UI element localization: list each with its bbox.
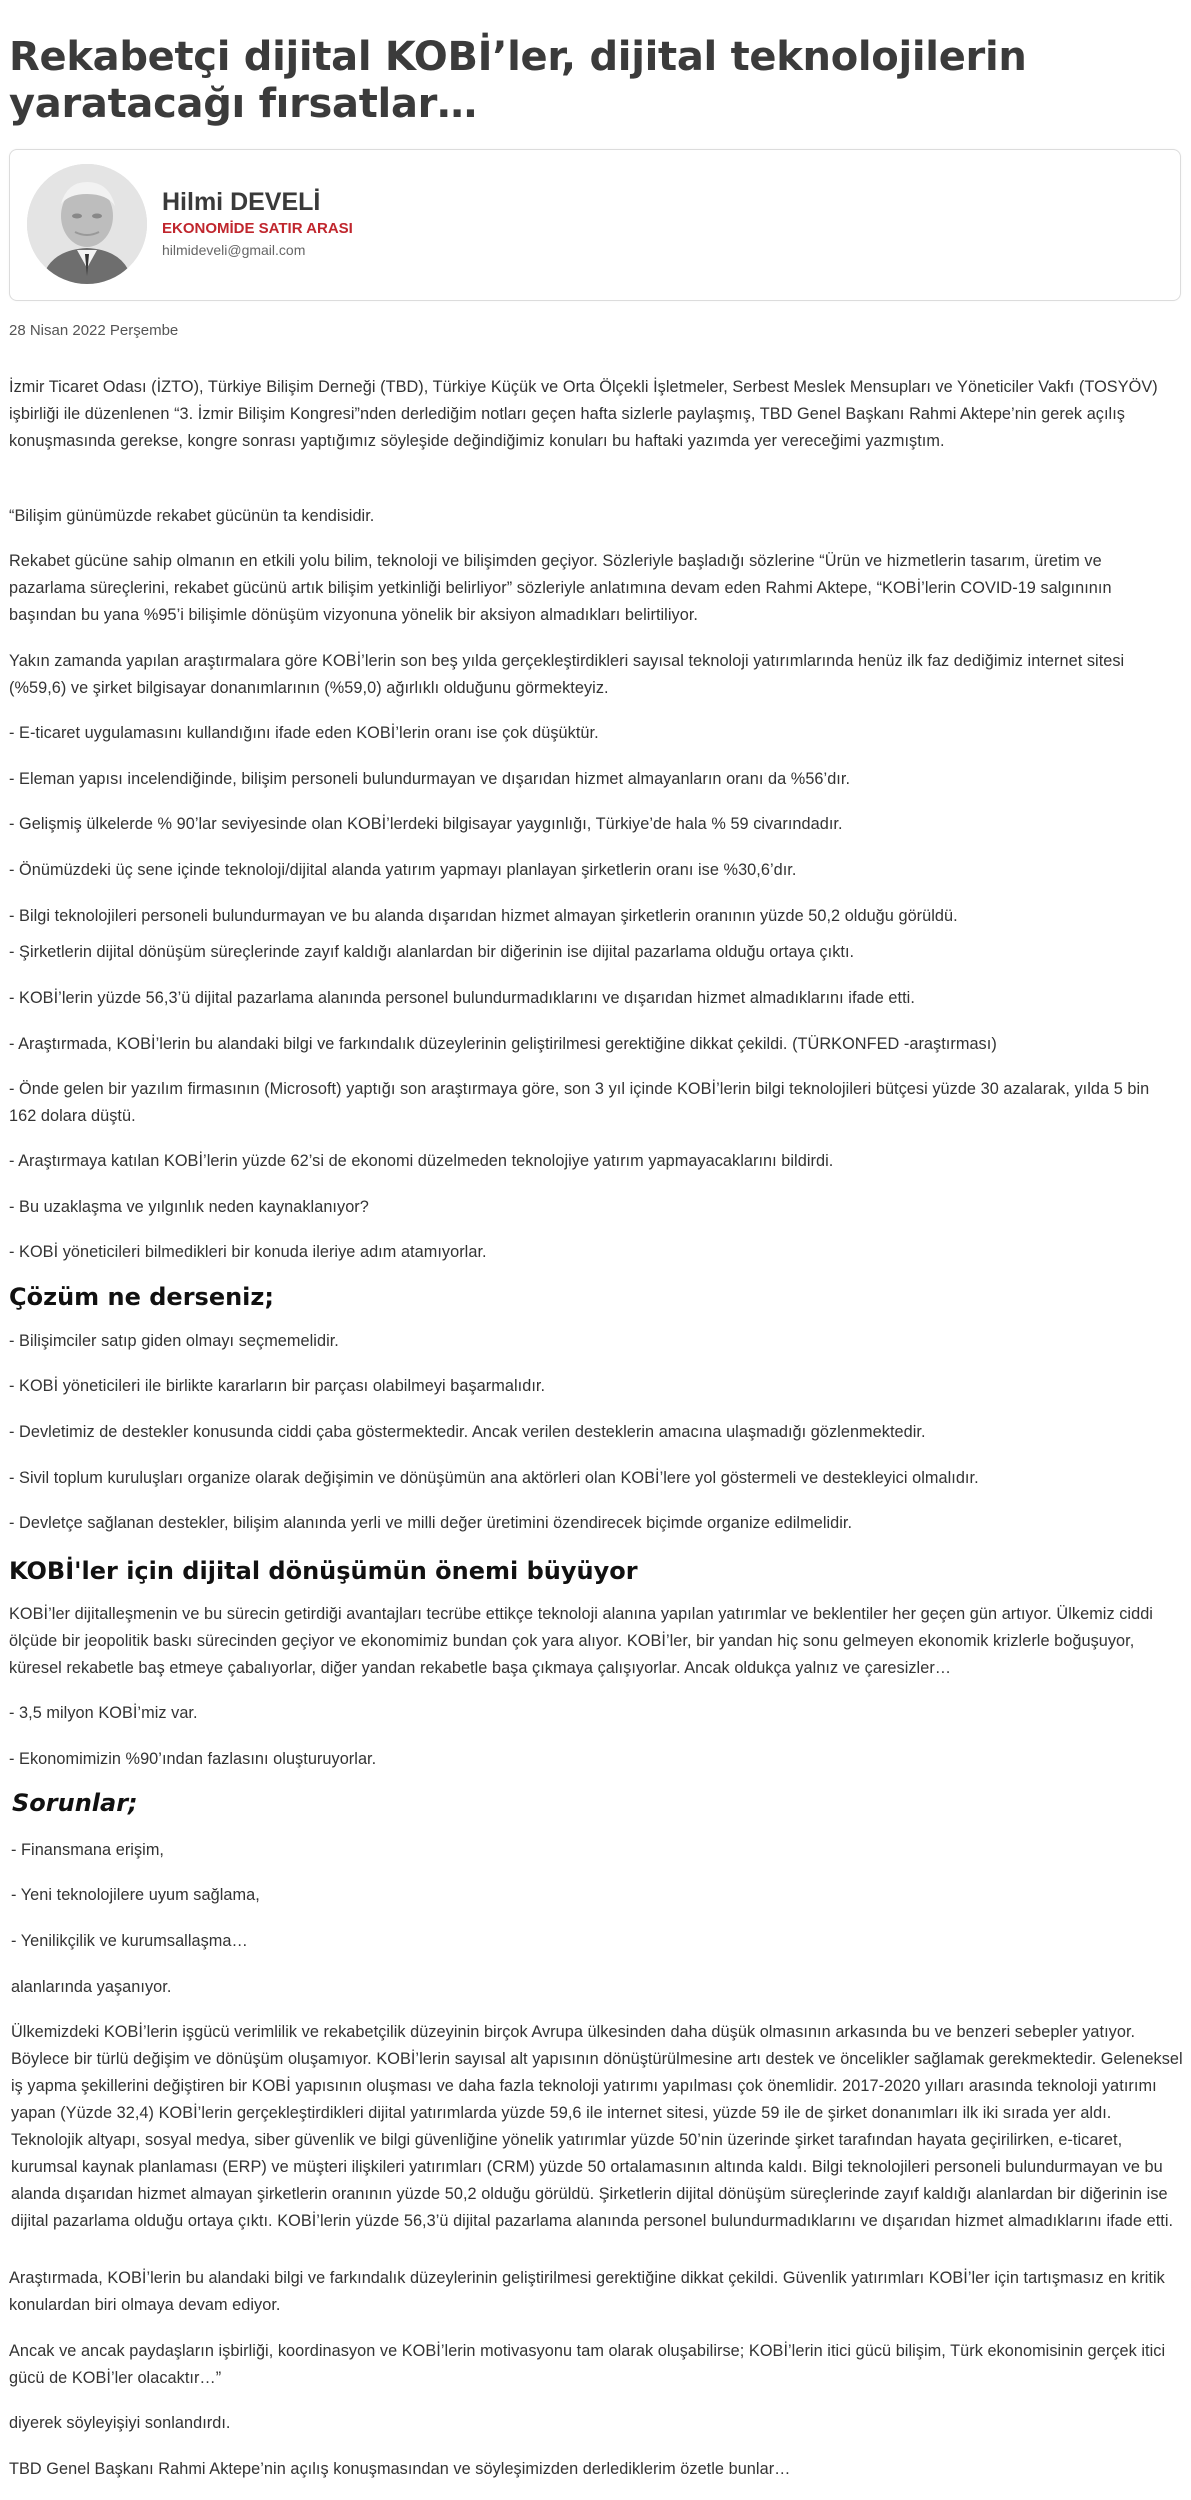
author-card <box>9 149 1181 301</box>
author-email[interactable]: hilmideveli@gmail.com <box>162 242 306 258</box>
author-column-name[interactable]: EKONOMİDE SATIR ARASI <box>162 220 353 237</box>
paragraph: Yakın zamanda yapılan araştırmalara göre KOBİ’lerin son beş yılda gerçekleştirdikleri sayısal teknoloji yatırımlarında henüz ilk faz dediğimiz internet sitesi (%59,6) ve şirket bilgisayar donanımlarının (%59,0) ağırlıklı olduğunu görmekteyiz. <box>9 652 1125 697</box>
paragraph: KOBİ’ler dijitalleşmenin ve bu sürecin getirdiği avantajları tecrübe ettikçe teknoloji alanına yapılan yatırımlar ve beklentiler her geçen gün artıyor. Ülkemiz ciddi ölçüde bir jeopolitik baskı sürecinden geçiyor ve ekonomimiz bundan çok yara alıyor. KOBİ’ler, bir yandan hiç sonu gelmeyen ekonomik krizlerle boğuşuyor, küresel rekabetle baş etmeye çabalıyorlar, diğer yandan rekabetle başa çıkmaya çalışıyorlar. Ancak oldukça yalnız ve çaresizler… <box>9 1605 1153 1677</box>
list-item: - KOBİ yöneticileri ile birlikte kararların bir parçası olabilmeyi başarmalıdır. <box>9 1377 546 1395</box>
list-item: - Finansmana erişim, <box>11 1841 165 1859</box>
paragraph: diyerek söyleyişiyi sonlandırdı. <box>9 2414 231 2432</box>
list-item: - Devletimiz de destekler konusunda ciddi çaba göstermektedir. Ancak verilen desteklerin amacına ulaşmadığı gözlenmektedir. <box>9 1423 926 1441</box>
list-item: - 3,5 milyon KOBİ’miz var. <box>9 1704 198 1722</box>
article-title: Rekabetçi dijital KOBİ’ler, dijital teknolojilerin yaratacağı fırsatlar… <box>9 34 1027 127</box>
list-item: - Önde gelen bir yazılım firmasının (Microsoft) yaptığı son araştırmaya göre, son 3 yıl içinde KOBİ’lerin bilgi teknolojileri bütçesi yüzde 30 azalarak, yılda 5 bin 162 dolara düştü. <box>9 1080 1150 1125</box>
list-item: - Yenilikçilik ve kurumsallaşma… <box>11 1932 248 1950</box>
list-item: - Önümüzdeki üç sene içinde teknoloji/dijital alanda yatırım yapmayı planlayan şirketlerin oranı ise %30,6’dır. <box>9 861 797 879</box>
list-item: - Eleman yapısı incelendiğinde, bilişim personeli bulundurmayan ve dışarıdan hizmet almayanların oranı da %56’dır. <box>9 770 851 788</box>
paragraph: Araştırmada, KOBİ’lerin bu alandaki bilgi ve farkındalık düzeylerinin geliştirilmesi gerektiğine dikkat çekildi. Güvenlik yatırımları KOBİ’ler için tartışmasız en kritik konulardan biri olmaya devam ediyor. <box>9 2269 1165 2314</box>
list-item: - KOBİ yöneticileri bilmedikleri bir konuda ileriye adım atamıyorlar. <box>9 1243 487 1261</box>
list-item: - Ekonomimizin %90’ından fazlasını oluşturuyorlar. <box>9 1750 377 1768</box>
paragraph: İzmir Ticaret Odası (İZTO), Türkiye Bilişim Derneği (TBD), Türkiye Küçük ve Orta Ölçekli İşletmeler, Serbest Meslek Mensupları ve Yöneticiler Vakfı (TOSYÖV) işbirliği ile düzenlenen “3. İzmir Bilişim Kongresi”nden derlediğim notları geçen hafta sizlerle paylaşmış, TBD Genel Başkanı Rahmi Aktepe’nin gerek açılış konuşmasında gerekse, kongre sonrası yaptığımız söyleşide değindiğimiz konuları bu haftaki yazımda yer vereceğimi yazmıştım. <box>9 378 1158 450</box>
list-item: - Gelişmiş ülkelerde % 90’lar seviyesinde olan KOBİ’lerdeki bilgisayar yaygınlığı, Türkiye’de hala % 59 civarındadır. <box>9 815 843 833</box>
list-item: - Devletçe sağlanan destekler, bilişim alanında yerli ve milli değer üretimini özendirecek biçimde organize edilmelidir. <box>9 1514 853 1532</box>
list-item: - KOBİ’lerin yüzde 56,3’ü dijital pazarlama alanında personel bulundurmadıklarını ve dışarıdan hizmet almadıklarını ifade etti. <box>9 989 915 1007</box>
paragraph: Ülkemizdeki KOBİ’lerin işgücü verimlilik ve rekabetçilik düzeyinin birçok Avrupa ülkesinden daha düşük olmasının arkasında bu ve benzeri sebepler yatıyor. Böylece bir türlü değişim ve dönüşüm oluşamıyor. KOBİ’lerin sayısal alt yapısının dönüştürülmesine artı destek ve öncelikler sağlamak gerekmektedir. Geleneksel iş yapma şekillerini değiştiren bir KOBİ yapısının oluşması ve daha fazla teknoloji yatırımı yapılması çok önemlidir. 2017-2020 yılları arasında teknoloji yatırımı yapan (Yüzde 32,4) KOBİ’lerin gerçekleştirdikleri dijital yatırımlarda yüzde 59,6 ile internet sitesi, yüzde 59 ile de şirket donanımları ilk iki sırada yer aldı. Teknolojik altyapı, sosyal medya, siber güvenlik ve bilgi güvenliğine yönelik yatırımlar yüzde 50’nin üzerinde şirket tarafından hayata geçirilirken, e-ticaret, kurumsal kaynak planlaması (ERP) ve müşteri ilişkileri yatırımları (CRM) yüzde 50 ortalamasının altında kaldı. Bilgi teknolojileri personeli bulundurmayan ve bu alanda dışarıdan hizmet almayan şirketlerin oranının yüzde 50,2 olduğu görüldü. Şirketlerin dijital dönüşüm süreçlerinde zayıf kaldığı alanlardan bir diğerinin ise dijital pazarlama olduğu ortaya çıktı. KOBİ’lerin yüzde 56,3’ü dijital pazarlama alanında personel bulundurmadıklarını ve dışarıdan hizmet almadıklarını ifade etti. <box>11 2023 1183 2230</box>
section-heading-problems: Sorunlar; <box>12 1789 138 1817</box>
paragraph: TBD Genel Başkanı Rahmi Aktepe’nin açılış konuşmasından ve söyleşimizden derlediklerim özetle bunlar… <box>9 2460 791 2478</box>
list-item: - Şirketlerin dijital dönüşüm süreçlerinde zayıf kaldığı alanlardan bir diğerinin ise dijital pazarlama olduğu ortaya çıktı. <box>9 943 855 961</box>
list-item: - Araştırmaya katılan KOBİ’lerin yüzde 62’si de ekonomi düzelmeden teknolojiye yatırım yapmayacaklarını bildirdi. <box>9 1152 834 1170</box>
section-heading-solution: Çözüm ne derseniz; <box>9 1283 274 1311</box>
list-item: - E-ticaret uygulamasını kullandığını ifade eden KOBİ’lerin oranı ise çok düşüktür. <box>9 724 599 742</box>
list-item: - Bu uzaklaşma ve yılgınlık neden kaynaklanıyor? <box>9 1198 369 1216</box>
list-item: - Bilişimciler satıp giden olmayı seçmemelidir. <box>9 1332 339 1350</box>
article-date: 28 Nisan 2022 Perşembe <box>9 322 179 339</box>
author-name[interactable]: Hilmi DEVELİ <box>162 188 321 216</box>
paragraph: Rekabet gücüne sahip olmanın en etkili yolu bilim, teknoloji ve bilişimden geçiyor. Sözleriyle başladığı sözlerine “Ürün ve hizmetlerin tasarım, üretim ve pazarlama süreçlerini, rekabet gücünü artık bilişim yetkinliği belirliyor” sözleriyle anlatımına devam eden Rahmi Aktepe, “KOBİ’lerin COVID-19 salgınının başından bu yana %95’i bilişimle dönüşüm vizyonuna yönelik bir aksiyon almadıkları belirtiliyor. <box>9 552 1112 624</box>
list-item: - Yeni teknolojilere uyum sağlama, <box>11 1886 260 1904</box>
author-avatar[interactable] <box>27 164 147 284</box>
paragraph: “Bilişim günümüzde rekabet gücünün ta kendisidir. <box>9 507 375 525</box>
list-item: - Sivil toplum kuruluşları organize olarak değişimin ve dönüşümün ana aktörleri olan KOBİ’lere yol göstermeli ve destekleyici olmalıdır. <box>9 1469 979 1487</box>
list-item: - Araştırmada, KOBİ’lerin bu alandaki bilgi ve farkındalık düzeylerinin geliştirilmesi gerektiğine dikkat çekildi. (TÜRKONFED -araştırması) <box>9 1035 997 1053</box>
list-item: - Bilgi teknolojileri personeli bulundurmayan ve bu alanda dışarıdan hizmet almayan şirketlerin oranının yüzde 50,2 olduğu görüldü. <box>9 907 958 925</box>
paragraph: Ancak ve ancak paydaşların işbirliği, koordinasyon ve KOBİ’lerin motivasyonu tam olarak oluşabilirse; KOBİ’lerin itici gücü bilişim, Türk ekonomisinin gerçek itici gücü de KOBİ’ler olacaktır…” <box>9 2342 1166 2387</box>
paragraph: alanlarında yaşanıyor. <box>11 1978 172 1996</box>
section-heading-digital: KOBİ'ler için dijital dönüşümün önemi büyüyor <box>9 1557 638 1585</box>
